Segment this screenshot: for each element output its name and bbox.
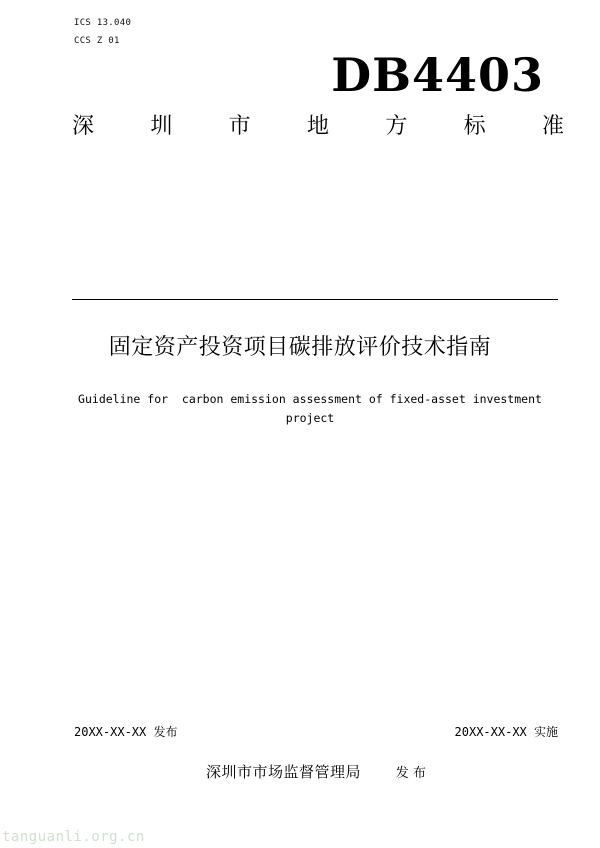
- standard-type: [72, 116, 564, 138]
- implementation-date: 20XX-XX-XX 实施: [454, 725, 558, 739]
- standard-type-char: 圳: [150, 114, 173, 139]
- ics-code: ICS 13.040: [74, 18, 132, 28]
- issuing-authority: 深圳市市场监督管理局: [206, 763, 362, 781]
- horizontal-rule: [72, 299, 558, 300]
- publish-date: 20XX-XX-XX 发布: [74, 725, 178, 739]
- standard-type-char: 地: [306, 114, 329, 139]
- standard-type-char: 深: [72, 114, 95, 139]
- standard-type-char: 标: [463, 114, 486, 139]
- standard-type-char: 方: [385, 114, 408, 139]
- document-title-english: Guideline for carbon emission assessment of fixed-asset investment project: [78, 392, 542, 425]
- watermark: tanguanli.org.cn: [2, 829, 145, 845]
- standard-type-char: 准: [541, 114, 564, 139]
- standard-code: DB4403: [331, 48, 544, 102]
- issue-action: 发 布: [395, 766, 426, 781]
- standard-type-char: 市: [228, 114, 251, 139]
- issuer-line: [206, 761, 426, 782]
- document-title-chinese: 固定资产投资项目碳排放评价技术指南: [108, 335, 492, 360]
- ccs-code: CCS Z 01: [74, 36, 120, 46]
